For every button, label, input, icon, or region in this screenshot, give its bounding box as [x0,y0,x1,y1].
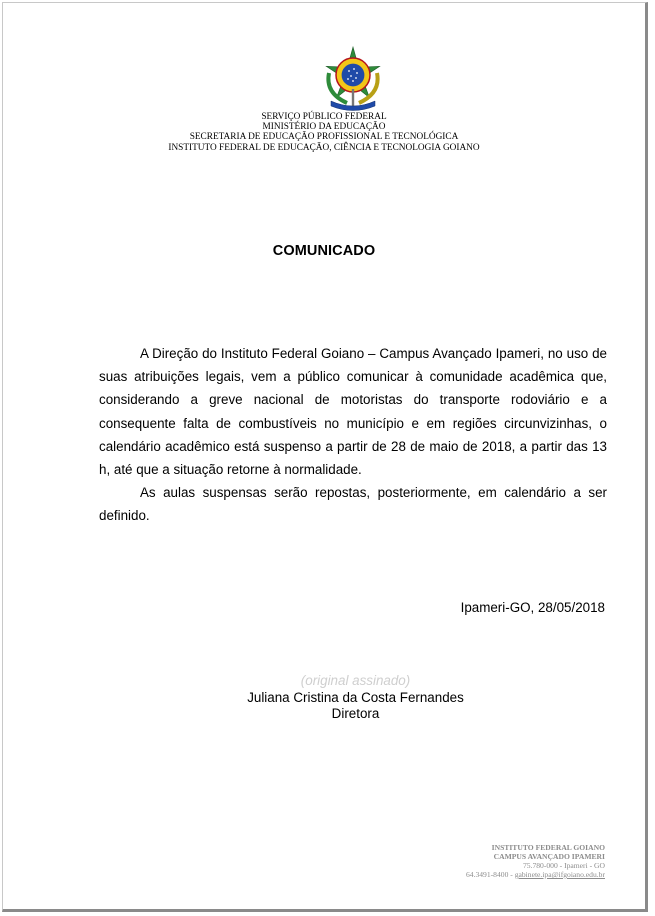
place-and-date: Ipameri-GO, 28/05/2018 [460,600,605,615]
body-paragraph: A Direção do Instituto Federal Goiano – Campus Avançado Ipameri, no uso de suas atribuições legais, vem a público comunicar à comunidade acadêmica que, considerando a greve nacional de motoristas do transporte rodoviário e a consequente falta de combustíveis no município e em regiões circunvizinhas, o calendário acadêmico está suspenso a partir de 28 de maio de 2018, a partir das 13 h, até que a situação retorne à normalidade. [99,346,607,478]
footer-address: 75.780-000 - Ipameri - GO [522,861,605,870]
document-page [2,2,648,912]
footer-contact [466,843,605,879]
original-signed-note: (original assinado) [300,673,411,688]
header-line-service: SERVIÇO PÚBLICO FEDERAL [261,112,387,122]
signature-block [203,673,508,723]
signatory-name: Juliana Cristina da Costa Fernandes [247,689,464,705]
brazil-coat-of-arms-emblem [321,45,385,111]
institution-header [3,112,645,153]
footer-contact-line [466,870,605,879]
footer-institute: INSTITUTO FEDERAL GOIANO [491,843,605,852]
document-title: COMUNICADO [272,243,376,259]
footer-email-link[interactable]: gabinete.ipa@ifgoiano.edu.br [514,870,605,879]
body-paragraph: As aulas suspensas serão repostas, posteriormente, em calendário a ser definido. [99,485,607,524]
header-line-secretariat: SECRETARIA DE EDUCAÇÃO PROFISSIONAL E TECNOLÓGICA [189,132,459,143]
header-line-ministry: MINISTÉRIO DA EDUCAÇÃO [262,122,386,133]
footer-phone: 64.3491-8400 - [465,870,515,879]
footer-campus: CAMPUS AVANÇADO IPAMERI [493,852,605,861]
header-line-institute: INSTITUTO FEDERAL DE EDUCAÇÃO, CIÊNCIA E TECNOLOGIA GOIANO [168,142,480,153]
signatory-role: Diretora [331,706,380,721]
document-body [99,342,607,528]
